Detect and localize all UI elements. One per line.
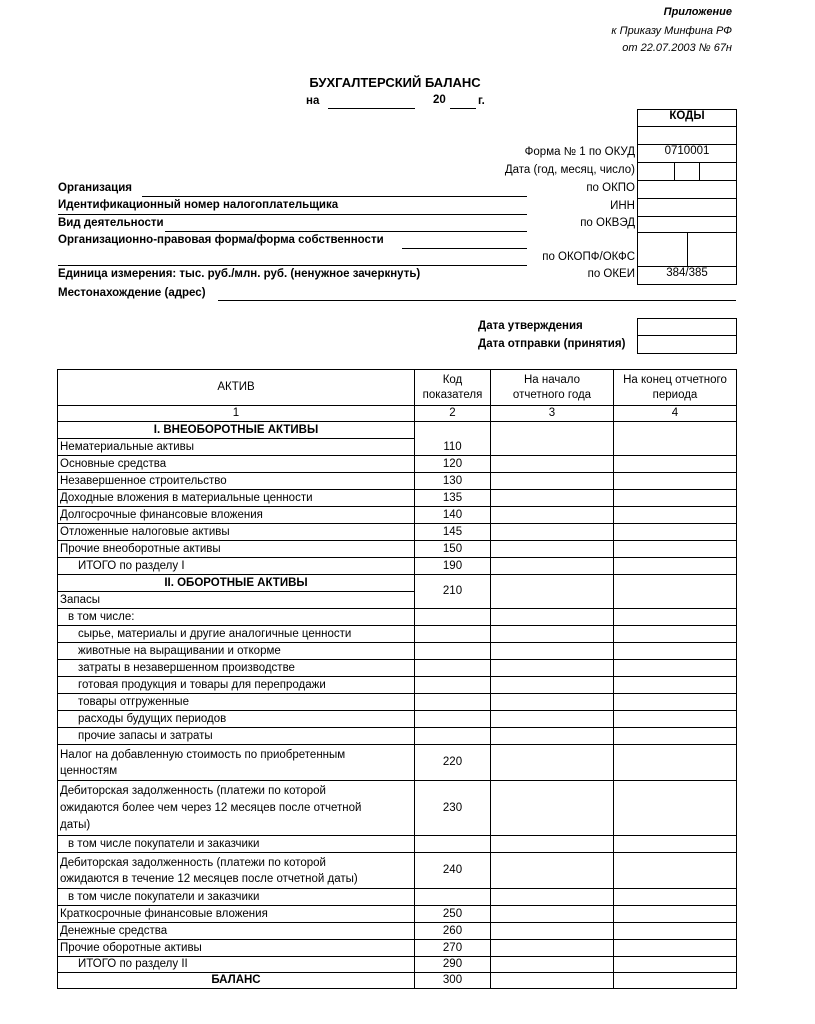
activity-line[interactable] xyxy=(165,231,527,232)
section-title: I. ВНЕОБОРОТНЫЕ АКТИВЫ xyxy=(58,422,415,439)
code-cell: 190 xyxy=(415,558,491,575)
value-cell[interactable] xyxy=(614,694,737,711)
value-cell[interactable] xyxy=(614,473,737,490)
row-label: Прочие оборотные активы xyxy=(58,940,415,957)
section-title: II. ОБОРОТНЫЕ АКТИВЫ xyxy=(58,575,415,592)
code-cell: 120 xyxy=(415,456,491,473)
row-label: Денежные средства xyxy=(58,923,415,940)
row-label-line: ожидаются более чем через 12 месяцев после отчетной xyxy=(60,801,362,814)
col-number-2: 2 xyxy=(415,406,491,422)
value-cell[interactable] xyxy=(614,906,737,923)
row-label: прочие запасы и затраты xyxy=(58,728,415,745)
value-cell[interactable] xyxy=(614,745,737,781)
value-cell[interactable] xyxy=(491,889,614,906)
value-cell[interactable] xyxy=(491,940,614,957)
table-row xyxy=(58,643,737,660)
code-cell: 110 xyxy=(415,422,491,456)
table-row xyxy=(58,973,737,989)
row-label-line: Дебиторская задолженность (платежи по которой xyxy=(60,856,326,869)
table-row xyxy=(58,524,737,541)
code-cell xyxy=(415,643,491,660)
value-cell[interactable] xyxy=(491,711,614,728)
section-row xyxy=(58,575,737,592)
organization-line[interactable] xyxy=(142,196,527,197)
value-cell[interactable] xyxy=(491,626,614,643)
row-label-line: Дебиторская задолженность (платежи по которой xyxy=(60,784,326,797)
date-label: Дата (год, месяц, число) xyxy=(504,164,635,176)
value-cell[interactable] xyxy=(491,507,614,524)
value-cell[interactable] xyxy=(491,473,614,490)
row-label: Прочие внеоборотные активы xyxy=(58,541,415,558)
year-blank-line xyxy=(450,108,476,109)
col-header-end xyxy=(614,370,737,406)
okpo-code-cell xyxy=(637,180,737,199)
value-cell[interactable] xyxy=(614,456,737,473)
col-number-1: 1 xyxy=(58,406,415,422)
row-label: в том числе: xyxy=(58,609,415,626)
value-cell[interactable] xyxy=(491,745,614,781)
code-cell xyxy=(415,836,491,853)
codes-title: КОДЫ xyxy=(669,110,705,122)
col-number-4: 4 xyxy=(614,406,737,422)
table-row xyxy=(58,906,737,923)
value-cell[interactable] xyxy=(614,660,737,677)
okei-label: по ОКЕИ xyxy=(587,268,635,280)
value-cell[interactable] xyxy=(491,781,614,836)
value-cell[interactable] xyxy=(491,609,614,626)
value-cell[interactable] xyxy=(491,694,614,711)
unit-label: Единица измерения: тыс. руб./млн. руб. (ненужное зачеркнуть) xyxy=(58,268,421,280)
value-cell[interactable] xyxy=(614,677,737,694)
value-cell[interactable] xyxy=(614,575,737,609)
approve-date-cell[interactable] xyxy=(637,318,737,336)
value-cell[interactable] xyxy=(491,558,614,575)
table-header-row xyxy=(58,370,737,406)
okud-label: Форма № 1 по ОКУД xyxy=(524,146,635,158)
col-code-line2: показателя xyxy=(422,388,483,401)
row-label: расходы будущих периодов xyxy=(58,711,415,728)
table-row xyxy=(58,836,737,853)
table-row xyxy=(58,541,737,558)
col-header-start xyxy=(491,370,614,406)
year-suffix: г. xyxy=(478,95,485,107)
order-line-1: к Приказу Минфина РФ xyxy=(611,25,732,37)
row-label xyxy=(58,781,415,836)
table-row xyxy=(58,745,737,781)
col-start-line2: отчетного года xyxy=(512,388,592,401)
value-cell[interactable] xyxy=(614,490,737,507)
code-cell xyxy=(415,711,491,728)
value-cell[interactable] xyxy=(614,643,737,660)
date-blank-line xyxy=(328,108,415,109)
row-label-line: ценностям xyxy=(60,764,118,777)
value-cell[interactable] xyxy=(614,626,737,643)
value-cell[interactable] xyxy=(614,781,737,836)
date-divider-2 xyxy=(699,162,700,180)
value-cell[interactable] xyxy=(491,524,614,541)
inn-label: ИНН xyxy=(610,200,635,212)
row-label: готовая продукция и товары для перепродажи xyxy=(58,677,415,694)
table-row xyxy=(58,507,737,524)
code-cell xyxy=(415,660,491,677)
table-row xyxy=(58,940,737,957)
col-header-code xyxy=(415,370,491,406)
okved-code-cell xyxy=(637,216,737,233)
code-cell: 230 xyxy=(415,781,491,836)
table-number-row xyxy=(58,406,737,422)
table-row xyxy=(58,957,737,973)
okei-code: 384/385 xyxy=(666,267,708,279)
address-label: Местонахождение (адрес) xyxy=(58,287,206,299)
code-cell: 250 xyxy=(415,906,491,923)
value-cell[interactable] xyxy=(614,923,737,940)
row-label: Незавершенное строительство xyxy=(58,473,415,490)
table-row xyxy=(58,660,737,677)
value-cell[interactable] xyxy=(614,524,737,541)
row-label: Отложенные налоговые активы xyxy=(58,524,415,541)
code-cell: 290 xyxy=(415,957,491,973)
code-cell: 140 xyxy=(415,507,491,524)
okopf-divider xyxy=(687,232,688,266)
col-start-line1: На начало xyxy=(523,373,580,386)
col-end-line2: периода xyxy=(652,388,698,401)
table-row xyxy=(58,711,737,728)
row-label: животные на выращивании и откорме xyxy=(58,643,415,660)
inn-code-cell xyxy=(637,198,737,217)
code-cell: 260 xyxy=(415,923,491,940)
value-cell[interactable] xyxy=(491,923,614,940)
row-label-line: даты) xyxy=(60,818,91,831)
value-cell[interactable] xyxy=(614,558,737,575)
legal-form-line-1[interactable] xyxy=(402,248,527,249)
code-cell xyxy=(415,889,491,906)
code-cell: 220 xyxy=(415,745,491,781)
value-cell[interactable] xyxy=(614,711,737,728)
value-cell[interactable] xyxy=(491,853,614,889)
row-label: ИТОГО по разделу I xyxy=(58,558,415,575)
appendix-label: Приложение xyxy=(663,6,732,18)
row-label: Долгосрочные финансовые вложения xyxy=(58,507,415,524)
organization-label: Организация xyxy=(58,182,132,194)
value-cell[interactable] xyxy=(491,422,614,456)
value-cell[interactable] xyxy=(491,456,614,473)
value-cell[interactable] xyxy=(491,906,614,923)
value-cell[interactable] xyxy=(614,889,737,906)
code-cell: 300 xyxy=(415,973,491,989)
table-row xyxy=(58,694,737,711)
row-label: товары отгруженные xyxy=(58,694,415,711)
row-label xyxy=(58,745,415,781)
code-cell xyxy=(415,609,491,626)
row-label: Доходные вложения в материальные ценности xyxy=(58,490,415,507)
value-cell[interactable] xyxy=(491,490,614,507)
col-end-line1: На конец отчетного xyxy=(623,373,727,386)
value-cell[interactable] xyxy=(614,940,737,957)
table-row xyxy=(58,728,737,745)
value-cell[interactable] xyxy=(614,728,737,745)
row-label: Основные средства xyxy=(58,456,415,473)
row-label xyxy=(58,853,415,889)
value-cell[interactable] xyxy=(614,973,737,989)
send-date-cell[interactable] xyxy=(637,335,737,354)
table-row xyxy=(58,889,737,906)
balance-table xyxy=(57,369,737,989)
table-row xyxy=(58,490,737,507)
code-cell: 150 xyxy=(415,541,491,558)
col-header-asset: АКТИВ xyxy=(58,370,415,406)
code-cell xyxy=(415,677,491,694)
codes-blank-cell xyxy=(637,126,737,145)
code-cell: 145 xyxy=(415,524,491,541)
page-title: БУХГАЛТЕРСКИЙ БАЛАНС xyxy=(309,75,481,90)
okopf-label: по ОКОПФ/ОКФС xyxy=(542,251,635,263)
row-label: Краткосрочные финансовые вложения xyxy=(58,906,415,923)
value-cell[interactable] xyxy=(491,677,614,694)
value-cell[interactable] xyxy=(491,728,614,745)
code-cell: 135 xyxy=(415,490,491,507)
table-row xyxy=(58,626,737,643)
balance-total-label: БАЛАНС xyxy=(58,973,415,989)
value-cell[interactable] xyxy=(614,853,737,889)
table-row xyxy=(58,558,737,575)
code-cell: 240 xyxy=(415,853,491,889)
col-number-3: 3 xyxy=(491,406,614,422)
inn-full-label: Идентификационный номер налогоплательщика xyxy=(58,199,339,211)
code-cell xyxy=(415,694,491,711)
row-label: Нематериальные активы xyxy=(58,439,415,456)
value-cell[interactable] xyxy=(491,836,614,853)
code-cell: 210 xyxy=(415,575,491,609)
row-label: Запасы xyxy=(58,592,415,609)
code-cell xyxy=(415,728,491,745)
col-code-line1: Код xyxy=(442,373,463,386)
inn-line[interactable] xyxy=(58,214,527,215)
okud-code: 0710001 xyxy=(664,145,710,157)
value-cell[interactable] xyxy=(614,836,737,853)
value-cell[interactable] xyxy=(491,541,614,558)
code-cell: 270 xyxy=(415,940,491,957)
row-label-line: ожидаются в течение 12 месяцев после отчетной даты) xyxy=(60,872,358,885)
okpo-label: по ОКПО xyxy=(586,182,635,194)
table-row xyxy=(58,781,737,836)
legal-form-line-2[interactable] xyxy=(58,265,527,266)
table-row xyxy=(58,677,737,694)
row-label: затраты в незавершенном производстве xyxy=(58,660,415,677)
value-cell[interactable] xyxy=(614,609,737,626)
table-row xyxy=(58,609,737,626)
activity-label: Вид деятельности xyxy=(58,217,164,229)
value-cell[interactable] xyxy=(491,660,614,677)
section-row xyxy=(58,422,737,439)
row-label: в том числе покупатели и заказчики xyxy=(58,889,415,906)
code-cell xyxy=(415,626,491,643)
value-cell[interactable] xyxy=(491,957,614,973)
row-label: в том числе покупатели и заказчики xyxy=(58,836,415,853)
code-cell: 130 xyxy=(415,473,491,490)
value-cell[interactable] xyxy=(614,957,737,973)
okved-label: по ОКВЭД xyxy=(580,217,635,229)
approve-date-label: Дата утверждения xyxy=(478,320,583,332)
order-line-2: от 22.07.2003 № 67н xyxy=(622,42,732,54)
value-cell[interactable] xyxy=(614,541,737,558)
date-code-cell xyxy=(637,162,737,181)
table-row xyxy=(58,853,737,889)
value-cell[interactable] xyxy=(491,575,614,609)
value-cell[interactable] xyxy=(614,422,737,456)
row-label-line: Налог на добавленную стоимость по приобретенным xyxy=(60,748,346,761)
table-row xyxy=(58,456,737,473)
year-prefix: 20 xyxy=(433,94,446,106)
on-date-label: на xyxy=(306,95,320,107)
value-cell[interactable] xyxy=(614,507,737,524)
row-label: сырье, материалы и другие аналогичные ценности xyxy=(58,626,415,643)
address-line[interactable] xyxy=(218,300,736,301)
table-row xyxy=(58,473,737,490)
date-divider-1 xyxy=(674,162,675,180)
table-row xyxy=(58,923,737,940)
row-label: ИТОГО по разделу II xyxy=(58,957,415,973)
send-date-label: Дата отправки (принятия) xyxy=(478,338,626,350)
legal-form-label: Организационно-правовая форма/форма собственности xyxy=(58,234,384,246)
value-cell[interactable] xyxy=(491,973,614,989)
value-cell[interactable] xyxy=(491,643,614,660)
